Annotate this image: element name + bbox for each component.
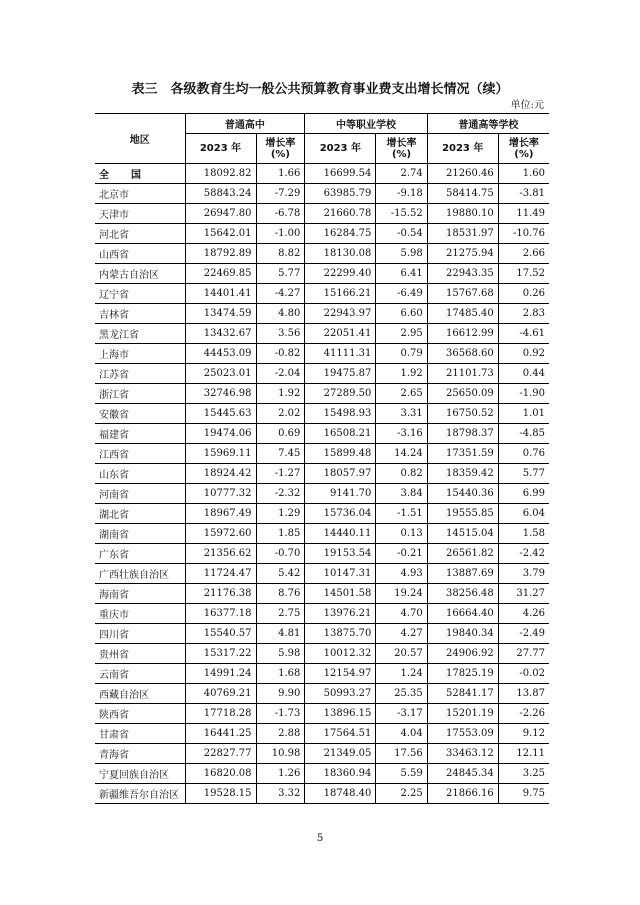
- region-cell: 河南省: [95, 484, 185, 504]
- amount-cell: 41111.31: [305, 344, 376, 364]
- region-cell: 江西省: [95, 444, 185, 464]
- amount-cell: 15201.19: [427, 704, 498, 724]
- amount-cell: 18359.42: [427, 464, 498, 484]
- growth-cell: 2.25: [376, 784, 427, 804]
- growth-cell: 5.77: [498, 464, 549, 484]
- region-cell: 广东省: [95, 544, 185, 564]
- growth-cell: 7.45: [256, 444, 305, 464]
- amount-cell: 18360.94: [305, 764, 376, 784]
- table-row: [95, 704, 549, 724]
- growth-cell: 1.01: [498, 404, 549, 424]
- amount-cell: 21260.46: [427, 164, 498, 184]
- amount-cell: 16664.40: [427, 604, 498, 624]
- region-cell: 山西省: [95, 244, 185, 264]
- amount-cell: 26947.80: [185, 204, 256, 224]
- growth-cell: -2.42: [498, 544, 549, 564]
- growth-cell: 2.74: [376, 164, 427, 184]
- growth-cell: 27.77: [498, 644, 549, 664]
- table-row: [95, 164, 549, 184]
- amount-cell: 17553.09: [427, 724, 498, 744]
- region-cell: 广西壮族自治区: [95, 564, 185, 584]
- growth-cell: 2.75: [256, 604, 305, 624]
- region-cell: 北京市: [95, 184, 185, 204]
- group-header-vocational: 中等职业学校: [305, 114, 427, 134]
- region-cell: 江苏省: [95, 364, 185, 384]
- table-row: [95, 544, 549, 564]
- amount-cell: 26561.82: [427, 544, 498, 564]
- amount-cell: 50993.27: [305, 684, 376, 704]
- growth-cell: -4.27: [256, 284, 305, 304]
- amount-cell: 58843.24: [185, 184, 256, 204]
- growth-cell: 4.80: [256, 304, 305, 324]
- growth-cell: 1.26: [256, 764, 305, 784]
- amount-cell: 10012.32: [305, 644, 376, 664]
- amount-cell: 19840.34: [427, 624, 498, 644]
- growth-cell: -2.26: [498, 704, 549, 724]
- growth-cell: 5.59: [376, 764, 427, 784]
- growth-cell: 2.83: [498, 304, 549, 324]
- header-row-groups: [95, 114, 549, 134]
- amount-cell: 15736.04: [305, 504, 376, 524]
- growth-cell: 17.52: [498, 264, 549, 284]
- amount-cell: 13875.70: [305, 624, 376, 644]
- growth-cell: 2.02: [256, 404, 305, 424]
- growth-cell: 9.75: [498, 784, 549, 804]
- amount-cell: 44453.09: [185, 344, 256, 364]
- amount-cell: 13474.59: [185, 304, 256, 324]
- growth-cell: 8.82: [256, 244, 305, 264]
- amount-cell: 63985.79: [305, 184, 376, 204]
- amount-cell: 18130.08: [305, 244, 376, 264]
- amount-cell: 16377.18: [185, 604, 256, 624]
- table-row: [95, 404, 549, 424]
- growth-cell: -0.82: [256, 344, 305, 364]
- amount-cell: 27289.50: [305, 384, 376, 404]
- growth-cell: 6.04: [498, 504, 549, 524]
- growth-cell: -0.54: [376, 224, 427, 244]
- growth-cell: -4.85: [498, 424, 549, 444]
- growth-cell: -3.16: [376, 424, 427, 444]
- growth-cell: 2.95: [376, 324, 427, 344]
- amount-cell: 36568.60: [427, 344, 498, 364]
- region-cell: 河北省: [95, 224, 185, 244]
- amount-cell: 15899.48: [305, 444, 376, 464]
- growth-header-line2: (%): [270, 148, 291, 160]
- amount-cell: 22943.35: [427, 264, 498, 284]
- amount-cell: 18798.37: [427, 424, 498, 444]
- amount-cell: 15642.01: [185, 224, 256, 244]
- amount-cell: 19474.06: [185, 424, 256, 444]
- table-row: [95, 484, 549, 504]
- table-row: [95, 724, 549, 744]
- amount-cell: 18748.40: [305, 784, 376, 804]
- amount-cell: 21275.94: [427, 244, 498, 264]
- amount-cell: 13432.67: [185, 324, 256, 344]
- page-number: 5: [316, 833, 324, 844]
- growth-header-line1: 增长率: [265, 137, 296, 149]
- amount-cell: 18531.97: [427, 224, 498, 244]
- growth-cell: 1.66: [256, 164, 305, 184]
- region-cell: 辽宁省: [95, 284, 185, 304]
- amount-cell: 13976.21: [305, 604, 376, 624]
- growth-cell: 4.70: [376, 604, 427, 624]
- growth-cell: 2.65: [376, 384, 427, 404]
- table-row: [95, 524, 549, 544]
- growth-cell: 0.79: [376, 344, 427, 364]
- growth-cell: 3.25: [498, 764, 549, 784]
- amount-cell: 15445.63: [185, 404, 256, 424]
- growth-cell: 12.11: [498, 744, 549, 764]
- amount-cell: 15767.68: [427, 284, 498, 304]
- amount-cell: 25023.01: [185, 364, 256, 384]
- table-row: [95, 304, 549, 324]
- amount-cell: 14991.24: [185, 664, 256, 684]
- region-cell: 重庆市: [95, 604, 185, 624]
- growth-cell: 2.66: [498, 244, 549, 264]
- amount-cell: 21101.73: [427, 364, 498, 384]
- growth-cell: -2.04: [256, 364, 305, 384]
- amount-cell: 19153.54: [305, 544, 376, 564]
- growth-cell: -3.17: [376, 704, 427, 724]
- growth-cell: -4.61: [498, 324, 549, 344]
- amount-cell: 9141.70: [305, 484, 376, 504]
- amount-cell: 18924.42: [185, 464, 256, 484]
- amount-cell: 10147.31: [305, 564, 376, 584]
- amount-cell: 11724.47: [185, 564, 256, 584]
- growth-cell: -2.49: [498, 624, 549, 644]
- region-cell: 西藏自治区: [95, 684, 185, 704]
- table-row: [95, 644, 549, 664]
- table-row: [95, 364, 549, 384]
- growth-cell: 8.76: [256, 584, 305, 604]
- region-cell: 浙江省: [95, 384, 185, 404]
- amount-cell: 17485.40: [427, 304, 498, 324]
- amount-cell: 13896.15: [305, 704, 376, 724]
- amount-cell: 16508.21: [305, 424, 376, 444]
- amount-cell: 17351.59: [427, 444, 498, 464]
- amount-cell: 52841.17: [427, 684, 498, 704]
- table-row: [95, 684, 549, 704]
- amount-cell: 18057.97: [305, 464, 376, 484]
- growth-cell: 19.24: [376, 584, 427, 604]
- growth-cell: -1.73: [256, 704, 305, 724]
- amount-cell: 21176.38: [185, 584, 256, 604]
- amount-cell: 19528.15: [185, 784, 256, 804]
- table-row: [95, 284, 549, 304]
- growth-cell: 1.68: [256, 664, 305, 684]
- growth-cell: -1.51: [376, 504, 427, 524]
- table-row: [95, 184, 549, 204]
- growth-cell: 4.04: [376, 724, 427, 744]
- amount-cell: 16441.25: [185, 724, 256, 744]
- amount-cell: 17825.19: [427, 664, 498, 684]
- growth-cell: 11.49: [498, 204, 549, 224]
- growth-cell: 25.35: [376, 684, 427, 704]
- growth-cell: -1.90: [498, 384, 549, 404]
- region-cell: 青海省: [95, 744, 185, 764]
- table-row: [95, 244, 549, 264]
- growth-cell: 5.98: [376, 244, 427, 264]
- amount-cell: 22299.40: [305, 264, 376, 284]
- growth-cell: 9.90: [256, 684, 305, 704]
- amount-cell: 14401.41: [185, 284, 256, 304]
- amount-cell: 21356.62: [185, 544, 256, 564]
- amount-cell: 15540.57: [185, 624, 256, 644]
- amount-cell: 10777.32: [185, 484, 256, 504]
- table-body: [95, 164, 549, 804]
- amount-cell: 18092.82: [185, 164, 256, 184]
- amount-cell: 22943.97: [305, 304, 376, 324]
- table-row: [95, 384, 549, 404]
- growth-cell: 14.24: [376, 444, 427, 464]
- growth-cell: 3.32: [256, 784, 305, 804]
- region-cell: 全 国: [95, 164, 185, 184]
- group-header-higher-ed: 普通高等学校: [427, 114, 549, 134]
- amount-cell: 15969.11: [185, 444, 256, 464]
- region-cell: 海南省: [95, 584, 185, 604]
- amount-cell: 17564.51: [305, 724, 376, 744]
- amount-cell: 22051.41: [305, 324, 376, 344]
- table-row: [95, 504, 549, 524]
- amount-cell: 32746.98: [185, 384, 256, 404]
- growth-cell: 3.31: [376, 404, 427, 424]
- growth-cell: 4.27: [376, 624, 427, 644]
- amount-cell: 13887.69: [427, 564, 498, 584]
- amount-cell: 12154.97: [305, 664, 376, 684]
- amount-cell: 22469.85: [185, 264, 256, 284]
- amount-cell: 24845.34: [427, 764, 498, 784]
- amount-cell: 38256.48: [427, 584, 498, 604]
- growth-cell: -6.78: [256, 204, 305, 224]
- year-header: 2023 年: [305, 134, 376, 164]
- region-cell: 陕西省: [95, 704, 185, 724]
- year-header: 2023 年: [427, 134, 498, 164]
- region-cell: 福建省: [95, 424, 185, 444]
- region-cell: 宁夏回族自治区: [95, 764, 185, 784]
- growth-cell: 0.76: [498, 444, 549, 464]
- region-cell: 贵州省: [95, 644, 185, 664]
- growth-cell: 6.60: [376, 304, 427, 324]
- amount-cell: 58414.75: [427, 184, 498, 204]
- amount-cell: 15440.36: [427, 484, 498, 504]
- growth-cell: 4.93: [376, 564, 427, 584]
- amount-cell: 16284.75: [305, 224, 376, 244]
- growth-cell: -7.29: [256, 184, 305, 204]
- amount-cell: 25650.09: [427, 384, 498, 404]
- table-row: [95, 464, 549, 484]
- amount-cell: 18967.49: [185, 504, 256, 524]
- table-row: [95, 324, 549, 344]
- table-title: 表三 各级教育生均一般公共预算教育事业费支出增长情况（续）: [131, 82, 509, 97]
- amount-cell: 33463.12: [427, 744, 498, 764]
- table-row: [95, 224, 549, 244]
- amount-cell: 40769.21: [185, 684, 256, 704]
- growth-cell: -0.21: [376, 544, 427, 564]
- group-header-high-school: 普通高中: [185, 114, 305, 134]
- growth-header-line1: 增长率: [386, 137, 417, 149]
- growth-cell: -6.49: [376, 284, 427, 304]
- region-cell: 黑龙江省: [95, 324, 185, 344]
- table-row: [95, 424, 549, 444]
- region-cell: 新疆维吾尔自治区: [95, 784, 185, 804]
- growth-cell: -1.27: [256, 464, 305, 484]
- amount-cell: 15317.22: [185, 644, 256, 664]
- growth-cell: -9.18: [376, 184, 427, 204]
- amount-cell: 21349.05: [305, 744, 376, 764]
- table-row: [95, 604, 549, 624]
- amount-cell: 24906.92: [427, 644, 498, 664]
- growth-cell: 1.58: [498, 524, 549, 544]
- growth-cell: 1.24: [376, 664, 427, 684]
- growth-cell: 0.69: [256, 424, 305, 444]
- growth-cell: -1.00: [256, 224, 305, 244]
- region-cell: 云南省: [95, 664, 185, 684]
- table-row: [95, 624, 549, 644]
- table-row: [95, 764, 549, 784]
- amount-cell: 18792.89: [185, 244, 256, 264]
- growth-header-line2: (%): [391, 148, 412, 160]
- growth-cell: 1.92: [376, 364, 427, 384]
- growth-cell: -2.32: [256, 484, 305, 504]
- growth-cell: 9.12: [498, 724, 549, 744]
- unit-label: 单位:元: [510, 100, 544, 111]
- growth-cell: 1.60: [498, 164, 549, 184]
- growth-cell: 0.82: [376, 464, 427, 484]
- growth-cell: 1.29: [256, 504, 305, 524]
- table-row: [95, 204, 549, 224]
- growth-cell: -3.81: [498, 184, 549, 204]
- amount-cell: 16750.52: [427, 404, 498, 424]
- table-row: [95, 564, 549, 584]
- growth-header: [498, 134, 549, 164]
- amount-cell: 15972.60: [185, 524, 256, 544]
- table-row: [95, 584, 549, 604]
- table-row: [95, 664, 549, 684]
- growth-header-line1: 增长率: [508, 137, 539, 149]
- region-cell: 上海市: [95, 344, 185, 364]
- region-cell: 天津市: [95, 204, 185, 224]
- growth-cell: 5.42: [256, 564, 305, 584]
- region-cell: 湖南省: [95, 524, 185, 544]
- growth-cell: 0.44: [498, 364, 549, 384]
- growth-cell: 3.84: [376, 484, 427, 504]
- region-cell: 内蒙古自治区: [95, 264, 185, 284]
- growth-cell: -10.76: [498, 224, 549, 244]
- amount-cell: 19475.87: [305, 364, 376, 384]
- amount-cell: 14515.04: [427, 524, 498, 544]
- growth-cell: -0.70: [256, 544, 305, 564]
- growth-cell: 2.88: [256, 724, 305, 744]
- region-cell: 安徽省: [95, 404, 185, 424]
- growth-header-line2: (%): [514, 148, 534, 160]
- growth-cell: 10.98: [256, 744, 305, 764]
- amount-cell: 14501.58: [305, 584, 376, 604]
- growth-cell: 17.56: [376, 744, 427, 764]
- growth-cell: 6.41: [376, 264, 427, 284]
- amount-cell: 16612.99: [427, 324, 498, 344]
- spending-table: [95, 113, 549, 804]
- growth-cell: 5.77: [256, 264, 305, 284]
- year-header: 2023 年: [185, 134, 256, 164]
- growth-cell: 0.13: [376, 524, 427, 544]
- amount-cell: 16699.54: [305, 164, 376, 184]
- amount-cell: 15498.93: [305, 404, 376, 424]
- growth-cell: 0.92: [498, 344, 549, 364]
- amount-cell: 15166.21: [305, 284, 376, 304]
- growth-cell: 13.87: [498, 684, 549, 704]
- growth-cell: 5.98: [256, 644, 305, 664]
- growth-cell: 1.85: [256, 524, 305, 544]
- growth-cell: 20.57: [376, 644, 427, 664]
- amount-cell: 16820.08: [185, 764, 256, 784]
- amount-cell: 19555.85: [427, 504, 498, 524]
- region-cell: 湖北省: [95, 504, 185, 524]
- amount-cell: 21660.78: [305, 204, 376, 224]
- amount-cell: 19880.10: [427, 204, 498, 224]
- growth-cell: 6.99: [498, 484, 549, 504]
- growth-cell: 3.79: [498, 564, 549, 584]
- amount-cell: 14440.11: [305, 524, 376, 544]
- region-header: 地区: [95, 114, 185, 164]
- growth-cell: 0.26: [498, 284, 549, 304]
- growth-header: [256, 134, 305, 164]
- growth-cell: -15.52: [376, 204, 427, 224]
- growth-header: [376, 134, 427, 164]
- table-row: [95, 344, 549, 364]
- growth-cell: 3.56: [256, 324, 305, 344]
- table-row: [95, 444, 549, 464]
- amount-cell: 21866.16: [427, 784, 498, 804]
- region-cell: 山东省: [95, 464, 185, 484]
- growth-cell: 4.26: [498, 604, 549, 624]
- amount-cell: 22827.77: [185, 744, 256, 764]
- region-cell: 四川省: [95, 624, 185, 644]
- growth-cell: 31.27: [498, 584, 549, 604]
- growth-cell: -0.02: [498, 664, 549, 684]
- region-cell: 吉林省: [95, 304, 185, 324]
- growth-cell: 1.92: [256, 384, 305, 404]
- region-cell: 甘肃省: [95, 724, 185, 744]
- table-row: [95, 784, 549, 804]
- table-row: [95, 744, 549, 764]
- amount-cell: 17718.28: [185, 704, 256, 724]
- table-row: [95, 264, 549, 284]
- growth-cell: 4.81: [256, 624, 305, 644]
